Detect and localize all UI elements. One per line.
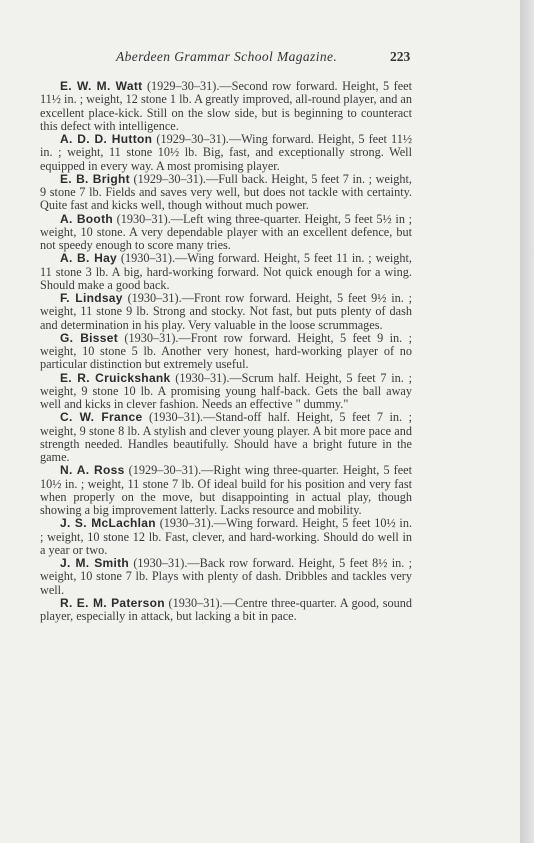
player-entry — [40, 464, 412, 517]
player-name: J. S. McLachlan — [60, 516, 156, 531]
player-description: (1930–31).—Wing forward. Height, 5 feet 10½ in. ; weight, 10 stone 12 lb. Fast, clever, and hard-working. Should do well in a year or two. — [40, 516, 413, 557]
player-name: A. Booth — [60, 211, 113, 226]
player-name: F. Lindsay — [60, 291, 123, 305]
player-description: (1930–31).—Back row forward. Height, 5 feet 8½ in. ; weight, 10 stone 7 lb. Plays with plenty of dash. Dribbles and tackles very well. — [40, 556, 413, 597]
player-name: A. B. Hay — [60, 251, 118, 266]
player-name: J. M. Smith — [60, 556, 130, 570]
player-description: (1930–31).—Front row forward. Height, 5 feet 9 in. ; weight, 10 stone 5 lb. Another very honest, hard-working player of no particular distinction but extremely useful. — [40, 330, 412, 372]
player-entry — [40, 252, 412, 292]
player-entry — [40, 213, 412, 253]
player-description: (1930–31).—Wing forward. Height, 5 feet 11 in. ; weight, 11 stone 3 lb. A big, hard-working forward. Not quick enough for a wing. Should make a good back. — [40, 251, 412, 292]
player-name: R. E. M. Paterson — [60, 595, 165, 610]
player-description: (1930–31).—Centre three-quarter. A good, sound player, especially in attack, but lacking a bit in pace. — [40, 595, 413, 623]
player-entry — [40, 292, 412, 332]
player-description: (1929–30–31).—Full back. Height, 5 feet 7 in. ; weight, 9 stone 7 lb. Fields and saves very well, but does not tackle with certainty. Quite fast and kicks well, though without much power. — [40, 171, 412, 213]
player-entry — [40, 173, 412, 213]
player-description: (1930–31).—Left wing three-quarter. Height, 5 feet 5½ in ; weight, 10 stone. A very dependable player with an excellent defence, but not speedy enough to score many tries. — [40, 211, 413, 252]
player-name: E. B. Bright — [60, 171, 130, 186]
player-name: A. D. D. Hutton — [60, 132, 153, 146]
player-description: (1929–30–31).—Second row forward. Height, 5 feet 11½ in. ; weight, 12 stone 1 lb. A greatly improved, all-round player, and an excellent place-kick. Still on the slow side, but is beginning to counteract this defect with intelligence. — [40, 79, 412, 133]
player-entry — [40, 597, 412, 624]
player-name: E. R. Cruickshank — [60, 370, 171, 385]
player-entry — [40, 557, 412, 597]
player-description: (1930–31).—Front row forward. Height, 5 feet 9½ in. ; weight, 11 stone 9 lb. Strong and stocky. Not fast, but puts plenty of dash and determination in his play. Very valuable in the loose scrummages. — [40, 291, 412, 332]
player-name: C. W. France — [60, 410, 143, 425]
player-entries — [40, 80, 412, 623]
player-name: E. W. M. Watt — [60, 79, 143, 93]
player-entry — [40, 80, 412, 133]
running-title: Aberdeen Grammar School Magazine. — [116, 49, 338, 64]
player-name: G. Bisset — [60, 330, 119, 345]
player-description: (1930–31).—Stand-off half. Height, 5 feet 7 in. ; weight, 9 stone 8 lb. A stylish and clever young player. A bit more pace and strength needed. Handles beautifully. Should have a bright future in the game. — [40, 410, 412, 464]
player-entry — [40, 133, 412, 173]
player-name: N. A. Ross — [60, 463, 125, 478]
page-number: 223 — [390, 49, 411, 64]
player-description: (1929–30–31).—Wing forward. Height, 5 feet 11½ in. ; weight, 11 stone 10½ lb. Big, fast, and exceptionally strong. Well equipped in every way. A most promising player. — [40, 132, 413, 173]
page-header — [0, 49, 520, 69]
page-edge — [520, 0, 534, 843]
player-entry — [40, 411, 412, 464]
player-description: (1929–30–31).—Right wing three-quarter. Height, 5 feet 10½ in. ; weight, 11 stone 7 lb. Of ideal build for his position and very fast when properly on the move, but disappointing in actual play, though showing a big improvement latterly. Lacks resource and mobility. — [40, 463, 413, 517]
player-entry — [40, 372, 412, 412]
player-description: (1930–31).—Scrum half. Height, 5 feet 7 in. ; weight, 9 stone 10 lb. A promising young half-back. Gets the ball away well and kicks in clever fashion. Needs an effective " dummy." — [40, 370, 413, 411]
player-entry — [40, 332, 412, 372]
player-entry — [40, 517, 412, 557]
